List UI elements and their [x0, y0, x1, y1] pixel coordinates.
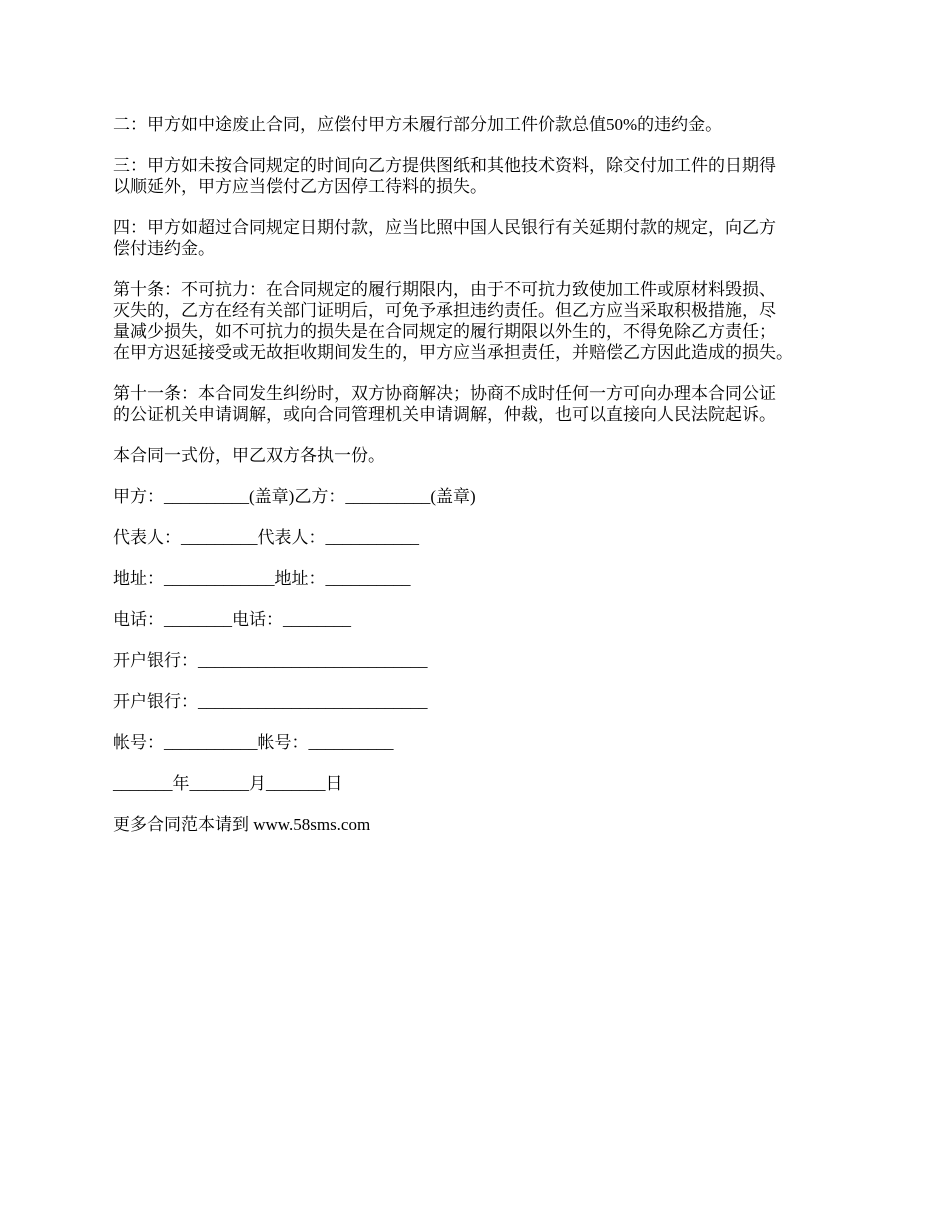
- text-line: 在甲方迟延接受或无故拒收期间发生的，甲方应当承担责任，并赔偿乙方因此造成的损失。: [113, 343, 793, 362]
- text-line: 偿付违约金。: [113, 239, 215, 258]
- text-line: 的公证机关申请调解，或向合同管理机关申请调解，仲裁，也可以直接向人民法院起诉。: [113, 405, 776, 424]
- signature-line: 电话：________电话：________: [113, 610, 351, 629]
- article-10-force-majeure: [113, 279, 853, 363]
- text-line: 本合同一式份，甲乙双方各执一份。: [113, 446, 385, 465]
- signature-party-line: [113, 486, 853, 507]
- signature-address-line: [113, 568, 853, 589]
- signature-bank-line-a: [113, 650, 853, 671]
- signature-line: 甲方：__________(盖章)乙方：__________(盖章): [113, 487, 476, 506]
- text-line: 量减少损失，如不可抗力的损失是在合同规定的履行期限以外生的，不得免除乙方责任；: [113, 322, 776, 341]
- copies-statement: [113, 445, 853, 466]
- text-line: 二：甲方如中途废止合同，应偿付甲方未履行部分加工件价款总值50%的违约金。: [113, 115, 723, 134]
- text-line: 四：甲方如超过合同规定日期付款，应当比照中国人民银行有关延期付款的规定，向乙方: [113, 218, 776, 237]
- clause-2: [113, 114, 853, 135]
- document-body: [113, 114, 853, 855]
- signature-line: 开户银行：___________________________: [113, 692, 428, 711]
- text-line: 灭失的，乙方在经有关部门证明后，可免予承担违约责任。但乙方应当采取积极措施，尽: [113, 301, 776, 320]
- footer-text: 更多合同范本请到 www.58sms.com: [113, 815, 371, 834]
- text-line: 三：甲方如未按合同规定的时间向乙方提供图纸和其他技术资料，除交付加工件的日期得: [113, 156, 776, 175]
- signature-bank-line-b: [113, 691, 853, 712]
- signature-representative-line: [113, 527, 853, 548]
- signature-phone-line: [113, 609, 853, 630]
- article-11-disputes: [113, 383, 853, 425]
- text-line: 以顺延外，甲方应当偿付乙方因停工待料的损失。: [113, 177, 487, 196]
- signature-line: 地址：_____________地址：__________: [113, 569, 411, 588]
- text-line: 第十一条：本合同发生纠纷时，双方协商解决；协商不成时任何一方可向办理本合同公证: [113, 384, 776, 403]
- footer-note: [113, 814, 853, 835]
- signature-line: 帐号：___________帐号：__________: [113, 733, 394, 752]
- signature-line: 代表人：_________代表人：___________: [113, 528, 419, 547]
- signature-line: 开户银行：___________________________: [113, 651, 428, 670]
- signature-account-line: [113, 732, 853, 753]
- signature-date-line: [113, 773, 853, 794]
- text-line: 第十条：不可抗力：在合同规定的履行期限内，由于不可抗力致使加工件或原材料毁损、: [113, 280, 776, 299]
- signature-line: _______年_______月_______日: [113, 774, 343, 793]
- clause-3: [113, 155, 853, 197]
- clause-4: [113, 217, 853, 259]
